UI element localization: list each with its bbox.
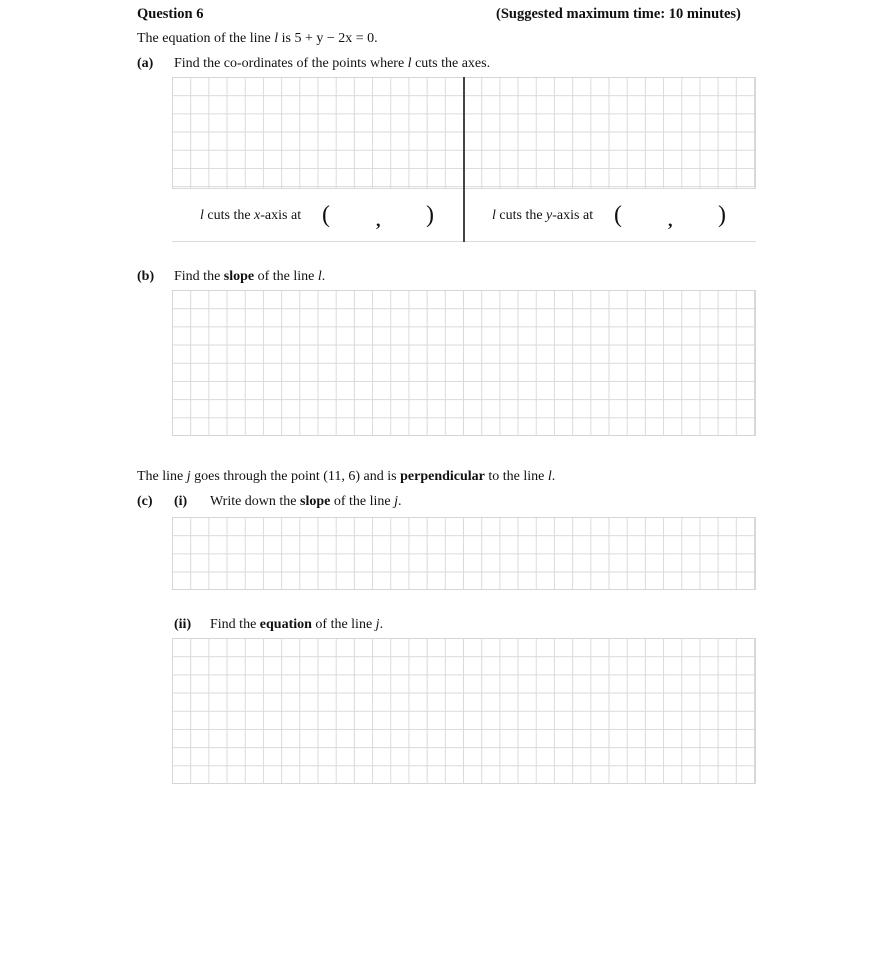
x-intercept-x-field[interactable] (340, 206, 372, 228)
y-answer-close-paren: ) (718, 202, 726, 228)
x-axis-answer-label (200, 208, 301, 224)
part-b-bold-word: slope (223, 269, 255, 284)
x-answer-comma: , (376, 210, 381, 230)
part-b-text-middle: of the line (257, 269, 315, 284)
part-b-label: (b) (137, 269, 155, 284)
part-c-ii-period: . (379, 617, 384, 632)
line-j-period: . (551, 469, 556, 484)
part-b-answer-grid[interactable] (172, 290, 756, 436)
part-a-prompt (174, 56, 490, 72)
line-j-line-name-2: l (547, 469, 552, 484)
line-l-name: l (274, 31, 279, 46)
part-c-i-bold-word: slope (300, 494, 331, 509)
part-c-i-line-name: j (394, 494, 399, 509)
x-answer-line-name: l (200, 208, 204, 223)
part-a-text-before: Find the co-ordinates of the points where (174, 56, 405, 71)
part-b-period: . (321, 269, 326, 284)
y-intercept-y-field[interactable] (680, 206, 714, 228)
line-j-text-after: to the line (488, 469, 545, 484)
x-answer-text-after: -axis at (260, 208, 302, 223)
x-intercept-y-field[interactable] (388, 206, 422, 228)
x-answer-open-paren: ( (322, 202, 330, 228)
intro-is: is (281, 31, 291, 46)
part-c-i-text-middle: of the line (333, 494, 391, 509)
part-c-ii-prompt (210, 617, 383, 633)
y-answer-open-paren: ( (614, 202, 622, 228)
part-c-i-label: (i) (174, 494, 188, 509)
part-b-prompt (174, 269, 325, 285)
part-a-text-after: cuts the axes. (415, 56, 491, 71)
x-answer-close-paren: ) (426, 202, 434, 228)
suggested-time: (Suggested maximum time: 10 minutes) (496, 6, 741, 22)
y-answer-line-name: l (492, 208, 496, 223)
part-c-ii-text-middle: of the line (315, 617, 373, 632)
x-answer-text-before: cuts the (207, 208, 251, 223)
y-axis-answer-label (492, 208, 593, 224)
part-c-i-prompt (210, 494, 402, 510)
y-answer-comma: , (668, 210, 673, 230)
part-a-label: (a) (137, 56, 154, 71)
part-c-i-text-before: Write down the (210, 494, 297, 509)
intro-equation: 5 + y − 2x = 0. (294, 31, 378, 46)
y-answer-axis: y (546, 208, 553, 223)
x-answer-axis: x (254, 208, 261, 223)
part-a-divider (463, 77, 465, 242)
part-c-label: (c) (137, 494, 153, 509)
part-b-line-name: l (317, 269, 322, 284)
part-c-ii-text-before: Find the (210, 617, 257, 632)
part-c-i-answer-grid[interactable] (172, 517, 756, 590)
part-c-i-period: . (398, 494, 402, 509)
part-c-ii-label: (ii) (174, 617, 192, 632)
line-j-text-middle: goes through the point (11, 6) and is (194, 469, 397, 484)
part-a-line-name: l (407, 56, 412, 71)
line-j-bold-word: perpendicular (400, 469, 485, 484)
question-label: Question 6 (137, 6, 204, 22)
y-answer-text-before: cuts the (499, 208, 543, 223)
part-c-ii-bold-word: equation (259, 617, 312, 632)
line-j-statement (137, 469, 555, 485)
part-c-ii-answer-grid[interactable] (172, 638, 756, 784)
y-answer-text-after: -axis at (552, 208, 594, 223)
part-c-ii-line-name: j (375, 617, 380, 632)
intro-prefix: The equation of the line (137, 31, 271, 46)
part-b-text-before: Find the (174, 269, 221, 284)
line-j-prefix: The line (137, 469, 184, 484)
y-intercept-x-field[interactable] (632, 206, 664, 228)
intro-statement (137, 31, 378, 47)
line-j-name: j (186, 469, 191, 484)
